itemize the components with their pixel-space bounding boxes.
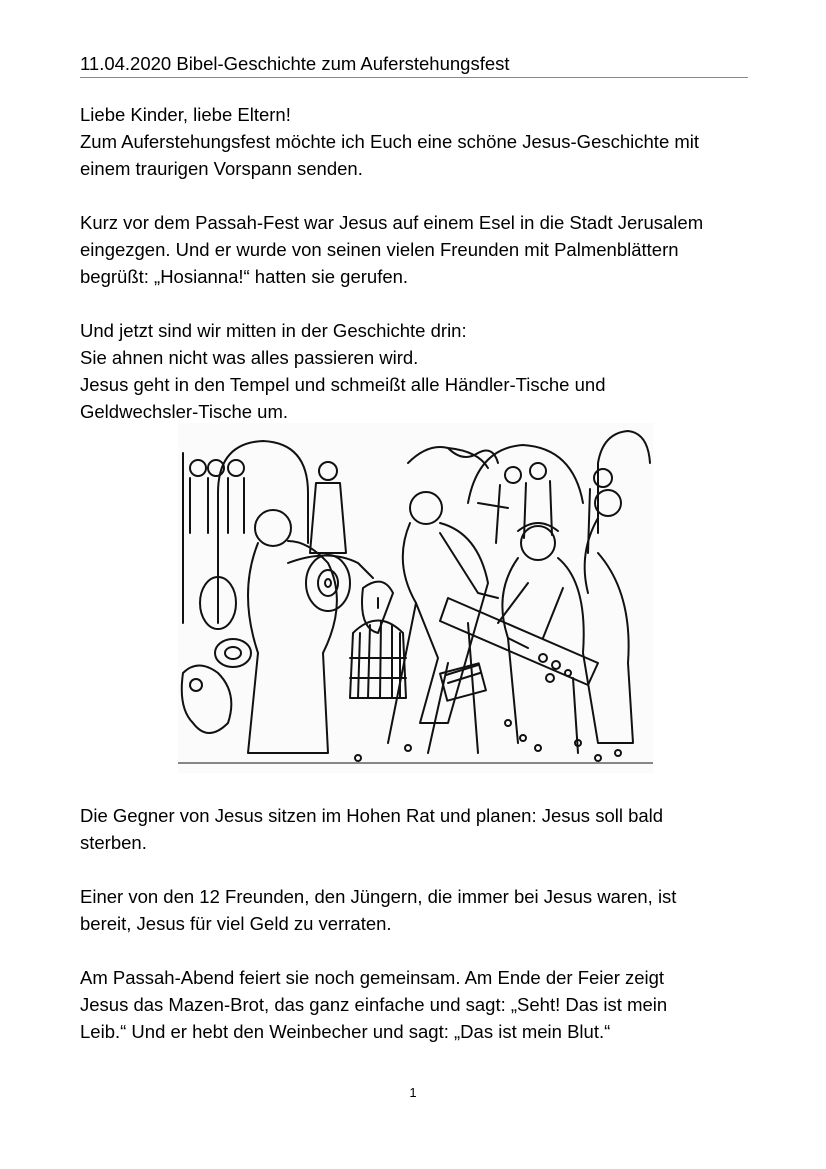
page-number: 1 [409,1085,417,1100]
paragraph-greeting [80,101,760,182]
text-line: Und jetzt sind wir mitten in der Geschichte drin: [80,320,467,341]
text-line: Kurz vor dem Passah-Fest war Jesus auf einem Esel in die Stadt Jerusalem [80,212,704,233]
paragraph-betrayal [80,883,760,937]
text-line: Die Gegner von Jesus sitzen im Hohen Rat und planen: Jesus soll bald [80,805,664,826]
text-line: eingezgen. Und er wurde von seinen vielen Freunden mit Palmenblättern [80,239,679,260]
page-header [80,52,748,76]
text-line: Liebe Kinder, liebe Eltern! [80,104,291,125]
text-line: bereit, Jesus für viel Geld zu verraten. [80,913,392,934]
text-line: einem traurigen Vorspann senden. [80,158,363,179]
text-line: Sie ahnen nicht was alles passieren wird. [80,347,419,368]
temple-cleansing-illustration [178,423,653,773]
text-line: sterben. [80,832,147,853]
paragraph-high-council [80,802,760,856]
paragraph-entry-jerusalem [80,209,760,290]
text-line: Einer von den 12 Freunden, den Jüngern, die immer bei Jesus waren, ist [80,886,677,907]
text-line: Leib.“ Und er hebt den Weinbecher und sagt: „Das ist mein Blut.“ [80,1021,611,1042]
paragraph-temple [80,317,760,425]
paragraph-passover-evening [80,964,760,1045]
text-line: Am Passah-Abend feiert sie noch gemeinsam. Am Ende der Feier zeigt [80,967,665,988]
text-line: Zum Auferstehungsfest möchte ich Euch eine schöne Jesus-Geschichte mit [80,131,700,152]
header-title: 11.04.2020 Bibel-Geschichte zum Auferstehungsfest [80,53,510,74]
text-line: begrüßt: „Hosianna!“ hatten sie gerufen. [80,266,409,287]
text-line: Jesus das Mazen-Brot, das ganz einfache und sagt: „Seht! Das ist mein [80,994,668,1015]
text-line: Geldwechsler-Tische um. [80,401,289,422]
header-divider [80,77,748,78]
text-line: Jesus geht in den Tempel und schmeißt alle Händler-Tische und [80,374,606,395]
